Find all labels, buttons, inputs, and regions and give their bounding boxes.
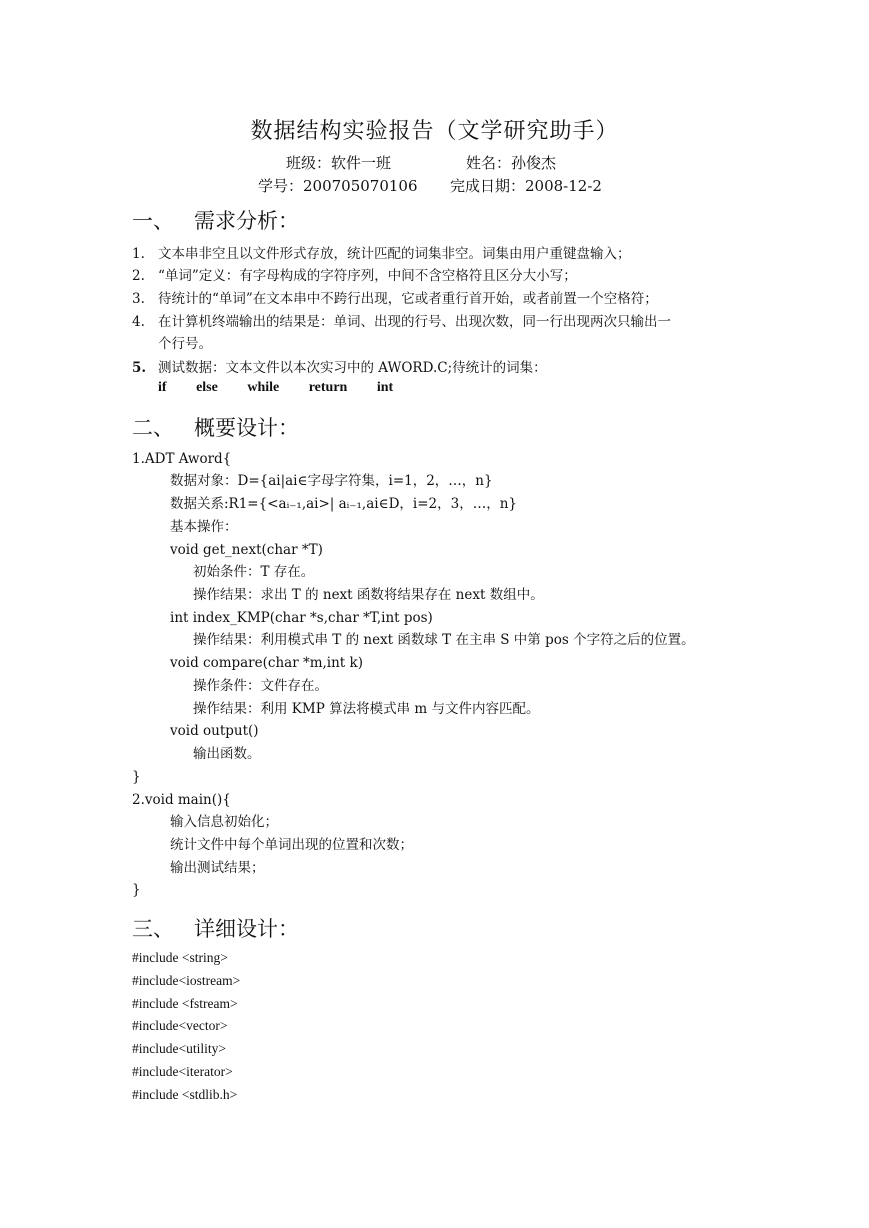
section-heading-overview bbox=[132, 412, 299, 442]
list-text: 待统计的“单词”在文本串中不跨行出现，它或者重行首开始，或者前置一个空格符； bbox=[158, 291, 658, 307]
section-number: 二、 bbox=[132, 416, 174, 440]
list-item bbox=[132, 311, 671, 333]
keyword: while bbox=[247, 380, 280, 395]
data-object: 数据对象：D={ai|ai∈字母字符集，i=1，2，…，n} bbox=[170, 473, 493, 489]
main-close: } bbox=[132, 882, 141, 898]
code-line: #include<utility> bbox=[132, 1041, 226, 1056]
list-item bbox=[132, 288, 658, 310]
list-item bbox=[132, 357, 547, 379]
list-text: 测试数据：文本文件以本次实习中的 AWORD.C;待统计的词集： bbox=[158, 360, 547, 376]
precondition: 初始条件：T 存在。 bbox=[193, 564, 315, 580]
section-title: 详细设计： bbox=[194, 917, 299, 941]
student-id-label: 学号：200705070106 bbox=[258, 177, 418, 195]
list-number: 3. bbox=[132, 291, 145, 307]
code-line: #include <fstream> bbox=[132, 996, 238, 1011]
data-relation: 数据关系:R1={<aᵢ₋₁,ai>| aᵢ₋₁,ai∈D，i=2，3，…，n} bbox=[170, 496, 517, 512]
function-signature: void output() bbox=[170, 723, 259, 739]
list-number: 2. bbox=[132, 268, 145, 284]
basic-operations-label: 基本操作： bbox=[170, 519, 238, 535]
section-heading-requirements bbox=[132, 205, 299, 235]
list-text: 文本串非空且以文件形式存放，统计匹配的词集非空。词集由用户重键盘输入； bbox=[158, 246, 631, 262]
list-text: “单词”定义：有字母构成的字符序列，中间不含空格符且区分大小写； bbox=[158, 268, 577, 284]
main-step: 统计文件中每个单词出现的位置和次数； bbox=[170, 837, 413, 853]
operation-result: 操作结果：利用模式串 T 的 next 函数球 T 在主串 S 中第 pos 个字符之后的位置。 bbox=[193, 632, 695, 648]
function-signature: int index_KMP(char *s,char *T,int pos) bbox=[170, 610, 433, 626]
operation-result: 操作结果：利用 KMP 算法将模式串 m 与文件内容匹配。 bbox=[193, 701, 540, 717]
precondition: 操作条件：文件存在。 bbox=[193, 678, 328, 694]
function-signature: void compare(char *m,int k) bbox=[170, 655, 363, 671]
code-line: #include <stdlib.h> bbox=[132, 1087, 238, 1102]
keyword: int bbox=[376, 380, 394, 395]
code-line: #include <string> bbox=[132, 950, 228, 965]
operation-result: 操作结果：求出 T 的 next 函数将结果存在 next 数组中。 bbox=[193, 587, 544, 603]
keyword: else bbox=[196, 380, 218, 395]
section-number: 三、 bbox=[132, 917, 174, 941]
list-item bbox=[132, 243, 631, 265]
code-line: #include<iterator> bbox=[132, 1064, 233, 1079]
function-signature: void get_next(char *T) bbox=[170, 542, 323, 558]
list-number: 4. bbox=[132, 314, 145, 330]
code-line: #include<vector> bbox=[132, 1018, 228, 1033]
section-heading-detailed bbox=[132, 913, 299, 943]
function-description: 输出函数。 bbox=[193, 746, 261, 762]
section-title: 概要设计： bbox=[194, 416, 299, 440]
adt-open: 1.ADT Aword{ bbox=[132, 451, 232, 467]
name-label: 姓名：孙俊杰 bbox=[466, 154, 557, 172]
keyword: if bbox=[158, 380, 167, 395]
list-text: 在计算机终端输出的结果是：单词、出现的行号、出现次数，同一行出现两次只输出一 bbox=[158, 314, 671, 330]
adt-close: } bbox=[132, 769, 141, 785]
keyword: return bbox=[308, 380, 348, 395]
date-label: 完成日期：2008-12-2 bbox=[450, 177, 602, 195]
code-line: #include<iostream> bbox=[132, 973, 241, 988]
page-title: 数据结构实验报告（文学研究助手） bbox=[250, 119, 619, 144]
list-number: 1. bbox=[132, 246, 145, 262]
main-step: 输出测试结果； bbox=[170, 860, 265, 876]
list-item-continuation: 个行号。 bbox=[158, 336, 212, 352]
main-open: 2.void main(){ bbox=[132, 792, 231, 808]
section-number: 一、 bbox=[132, 209, 174, 233]
section-title: 需求分析： bbox=[194, 209, 299, 233]
class-label: 班级：软件一班 bbox=[286, 154, 392, 172]
list-item bbox=[132, 265, 577, 287]
list-number: 5. bbox=[132, 360, 147, 376]
keyword-list bbox=[158, 380, 419, 396]
main-step: 输入信息初始化； bbox=[170, 814, 278, 830]
